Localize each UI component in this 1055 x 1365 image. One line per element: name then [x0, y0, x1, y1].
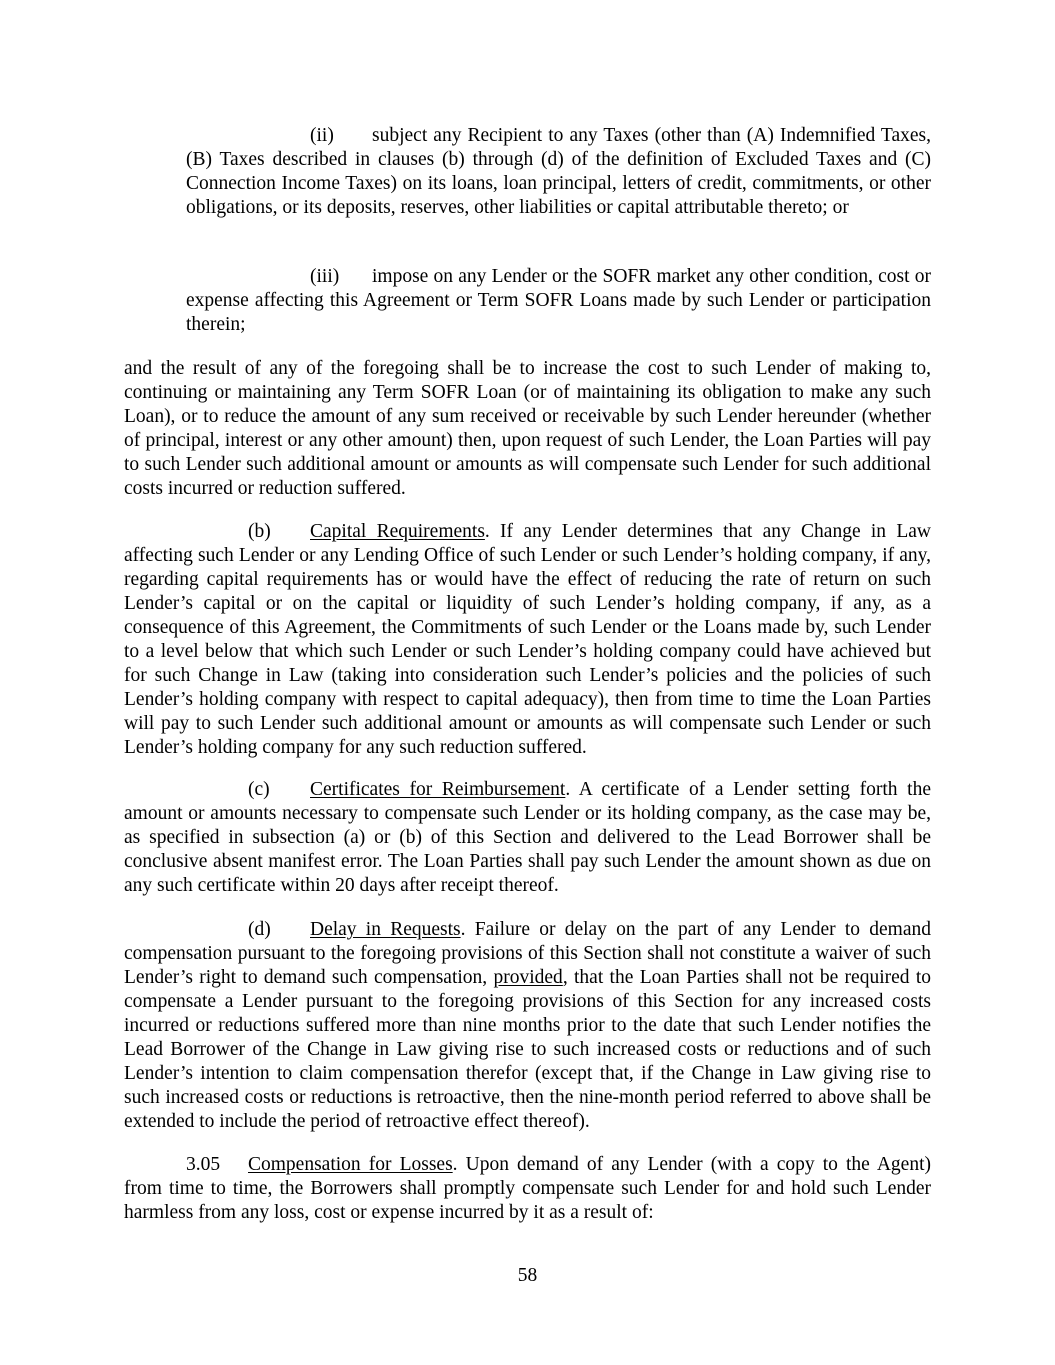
section-c-heading: Certificates for Reimbursement — [310, 779, 566, 800]
clause-ii-text: subject any Recipient to any Taxes (other than (A) Indemnified Taxes, (B) Taxes described in clauses (b) through (d) of the definition of Excluded Taxes and (C) Connection Income Taxes) on its loans, loan principal, letters of credit, commitments, or other obligations, or its deposits, reserves, other liabilities or capital attributable thereto; or — [186, 125, 931, 218]
clause-iii-label: (iii) — [310, 266, 340, 287]
page-number: 58 — [517, 1265, 538, 1286]
section-b-heading: Capital Requirements — [310, 521, 485, 542]
clause-ii-label: (ii) — [310, 125, 334, 146]
section-d-proviso: provided — [493, 967, 563, 988]
clause-iii — [186, 265, 931, 337]
section-3-05-heading: Compensation for Losses — [248, 1154, 453, 1175]
section-d-text-before: . Failure or delay on the part of any Lender to demand compensation pursuant to the foregoing provisions of this Section shall not constitute a waiver of such Lender’s right to demand such compensation, — [124, 919, 931, 988]
section-c — [124, 778, 931, 898]
section-3-05-text: . Upon demand of any Lender (with a copy to the Agent) from time to time, the Borrowers shall promptly compensate such Lender for and hold such Lender harmless from any loss, cost or expense incurred by it as a result of: — [124, 1154, 931, 1223]
section-b-label: (b) — [248, 521, 271, 542]
section-3-05 — [124, 1153, 931, 1225]
section-d-text-after: , that the Loan Parties shall not be required to compensate a Lender pursuant to the foregoing provisions of this Section for any increased costs incurred or reductions suffered more than nine months prior to the date that such Lender notifies the Lead Borrower of the Change in Law giving rise to such increased costs or reductions and of such Lender’s intention to claim compensation therefor (except that, if the Change in Law giving rise to such increased costs or reductions is retroactive, then the nine-month period referred to above shall be extended to include the period of retroactive effect thereof). — [124, 967, 931, 1132]
section-b — [124, 520, 931, 760]
clause-ii — [186, 124, 931, 220]
section-d-label: (d) — [248, 919, 271, 940]
section-c-text: . A certificate of a Lender setting forth the amount or amounts necessary to compensate such Lender or its holding company, as the case may be, as specified in subsection (a) or (b) of this Section and delivered to the Lead Borrower shall be conclusive absent manifest error. The Loan Parties shall pay such Lender the amount shown as due on any such certificate within 20 days after receipt thereof. — [124, 779, 931, 896]
result-paragraph: and the result of any of the foregoing shall be to increase the cost to such Lender of making to, continuing or maintaining any Term SOFR Loan (or of maintaining its obligation to make any such Loan), or to reduce the amount of any sum received or receivable by such Lender hereunder (whether of principal, interest or any other amount) then, upon request of such Lender, the Loan Parties will pay to such Lender such additional amount or amounts as will compensate such Lender for such additional costs incurred or reduction suffered. — [124, 358, 931, 499]
section-c-label: (c) — [248, 779, 270, 800]
section-d-heading: Delay in Requests — [310, 919, 461, 940]
section-d — [124, 918, 931, 1134]
section-b-text: . If any Lender determines that any Change in Law affecting such Lender or any Lending Office of such Lender or such Lender’s holding company, if any, regarding capital requirements has or would have the effect of reducing the rate of return on such Lender’s capital or on the capital or liquidity of such Lender’s holding company, if any, as a consequence of this Agreement, the Commitments of such Lender or the Loans made by, such Lender to a level below that which such Lender or such Lender’s holding company could have achieved but for such Change in Law (taking into consideration such Lender’s policies and the policies of such Lender’s holding company with respect to capital adequacy), then from time to time the Loan Parties will pay to such Lender such additional amount or amounts as will compensate such Lender or such Lender’s holding company for any such reduction suffered. — [124, 521, 931, 758]
clause-iii-text: impose on any Lender or the SOFR market any other condition, cost or expense affecting this Agreement or Term SOFR Loans made by such Lender or participation therein; — [186, 266, 931, 335]
section-3-05-label: 3.05 — [186, 1154, 221, 1175]
